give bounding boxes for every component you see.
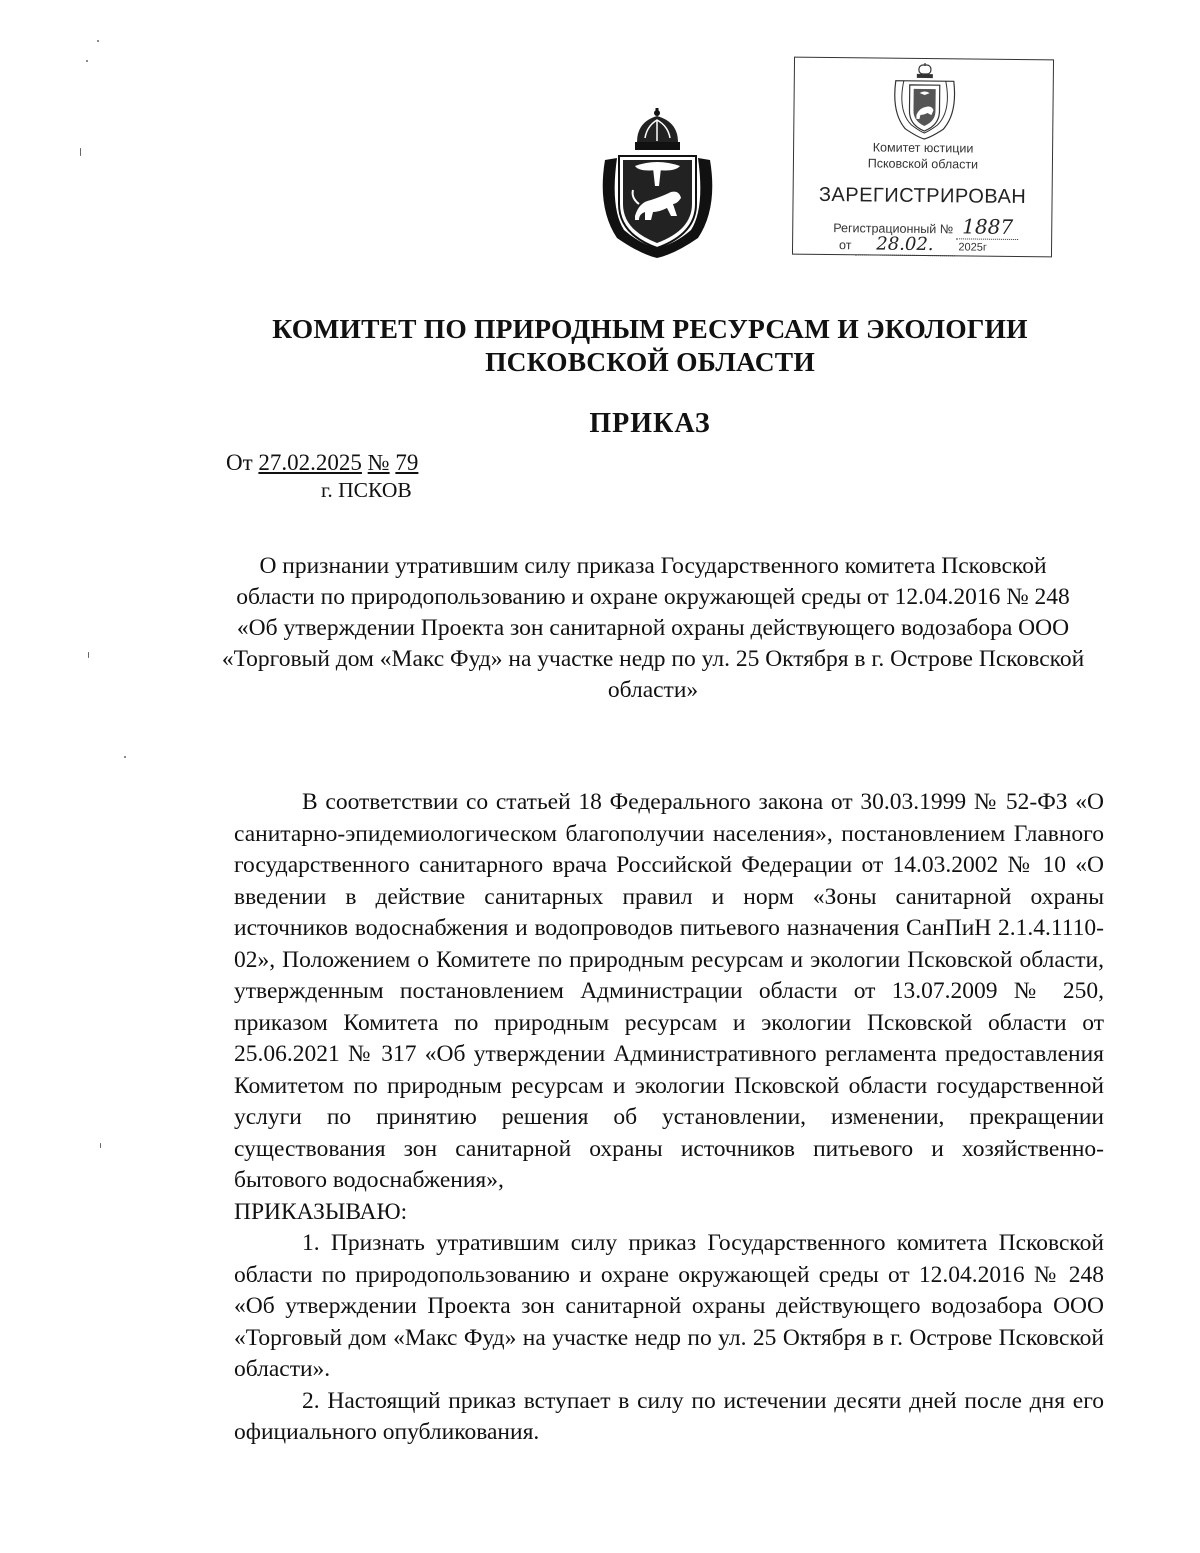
stamp-date-prefix: от bbox=[838, 238, 852, 253]
order-directive-word: ПРИКАЗЫВАЮ: bbox=[234, 1198, 408, 1225]
stamp-emblem-icon bbox=[889, 63, 960, 142]
stamp-authority-line2: Псковской области bbox=[867, 156, 979, 172]
stamp-reg-label: Регистрационный № bbox=[833, 221, 954, 237]
issuer-name-line1: КОМИТЕТ ПО ПРИРОДНЫМ РЕСУРСАМ И ЭКОЛОГИИ bbox=[272, 313, 1028, 344]
order-item-1: 1. Признать утратившим силу приказ Государственного комитета Псковской области по природопользованию и охране окружающей среды от 12.04.2016 № 248 «Об утверждении Проекта зон санитарной охраны действующего водозабора ООО «Торговый дом «Макс Фуд» на участке недр по ул. 25 Октября в г. Острове Псковской области». bbox=[234, 1230, 1104, 1382]
stamp-year: 2025г bbox=[958, 241, 987, 254]
date-prefix: От bbox=[226, 450, 253, 475]
stamp-registered-title: ЗАРЕГИСТРИРОВАН bbox=[818, 183, 1027, 209]
scan-speck bbox=[80, 148, 81, 156]
document-type-title: ПРИКАЗ bbox=[589, 408, 711, 439]
stamp-date-handwritten: 28.02. bbox=[855, 233, 955, 256]
preamble-paragraph: В соответствии со статьей 18 Федерального закона от 30.03.1999 № 52-ФЗ «О санитарно-эпидемиологическом благополучии населения», постановлением Главного государственного санитарного врача Российской Федерации от 14.03.2002 № 10 «О введении в действие санитарных правил и норм «Зоны санитарной охраны источников водоснабжения и водопроводов питьевого назначения СанПиН 2.1.4.1110-02», Положением о Комитете по природным ресурсам и экологии Псковской области, утвержденным постановлением Администрации области от 13.07.2009 № 250, приказом Комитета по природным ресурсам и экологии Псковской области от 25.06.2021 № 317 «Об утверждении Административного регламента предоставления Комитетом по природным ресурсам и экологии Псковской области государственной услуги по принятию решения об установлении, изменении, прекращении существования зон санитарной охраны источников питьевого и хозяйственно-бытового водоснабжения», bbox=[234, 789, 1104, 1193]
number-sign: № bbox=[367, 450, 390, 475]
stamp-reg-number-handwritten: 1887 bbox=[957, 214, 1019, 240]
scan-speck bbox=[88, 652, 89, 658]
stamp-registration-date bbox=[839, 233, 987, 257]
scan-speck bbox=[86, 60, 88, 62]
order-subject: О признании утратившим силу приказа Государственного комитета Псковской области по природопользованию и охране окружающей среды от 12.04.2016 № 248 «Об утверждении Проекта зон санитарной охраны действующего водозабора ООО «Торговый дом «Макс Фуд» на участке недр по ул. 25 Октября в г. Острове Псковской области» bbox=[221, 553, 1085, 703]
order-item-2: 2. Настоящий приказ вступает в силу по истечении десяти дней после дня его официального опубликования. bbox=[234, 1387, 1104, 1445]
city-name: г. ПСКОВ bbox=[321, 478, 412, 502]
scan-speck bbox=[124, 756, 126, 758]
order-number: 79 bbox=[395, 450, 419, 475]
coat-of-arms-icon bbox=[595, 108, 720, 258]
order-date-number bbox=[226, 450, 418, 476]
order-body bbox=[234, 787, 1104, 1449]
issuer-name-line2: ПСКОВСКОЙ ОБЛАСТИ bbox=[485, 346, 815, 377]
scan-speck bbox=[97, 40, 99, 42]
stamp-authority-line1: Комитет юстиции bbox=[872, 140, 974, 156]
scan-speck bbox=[100, 1143, 101, 1148]
registration-stamp bbox=[792, 57, 1054, 258]
order-date: 27.02.2025 bbox=[258, 450, 362, 475]
